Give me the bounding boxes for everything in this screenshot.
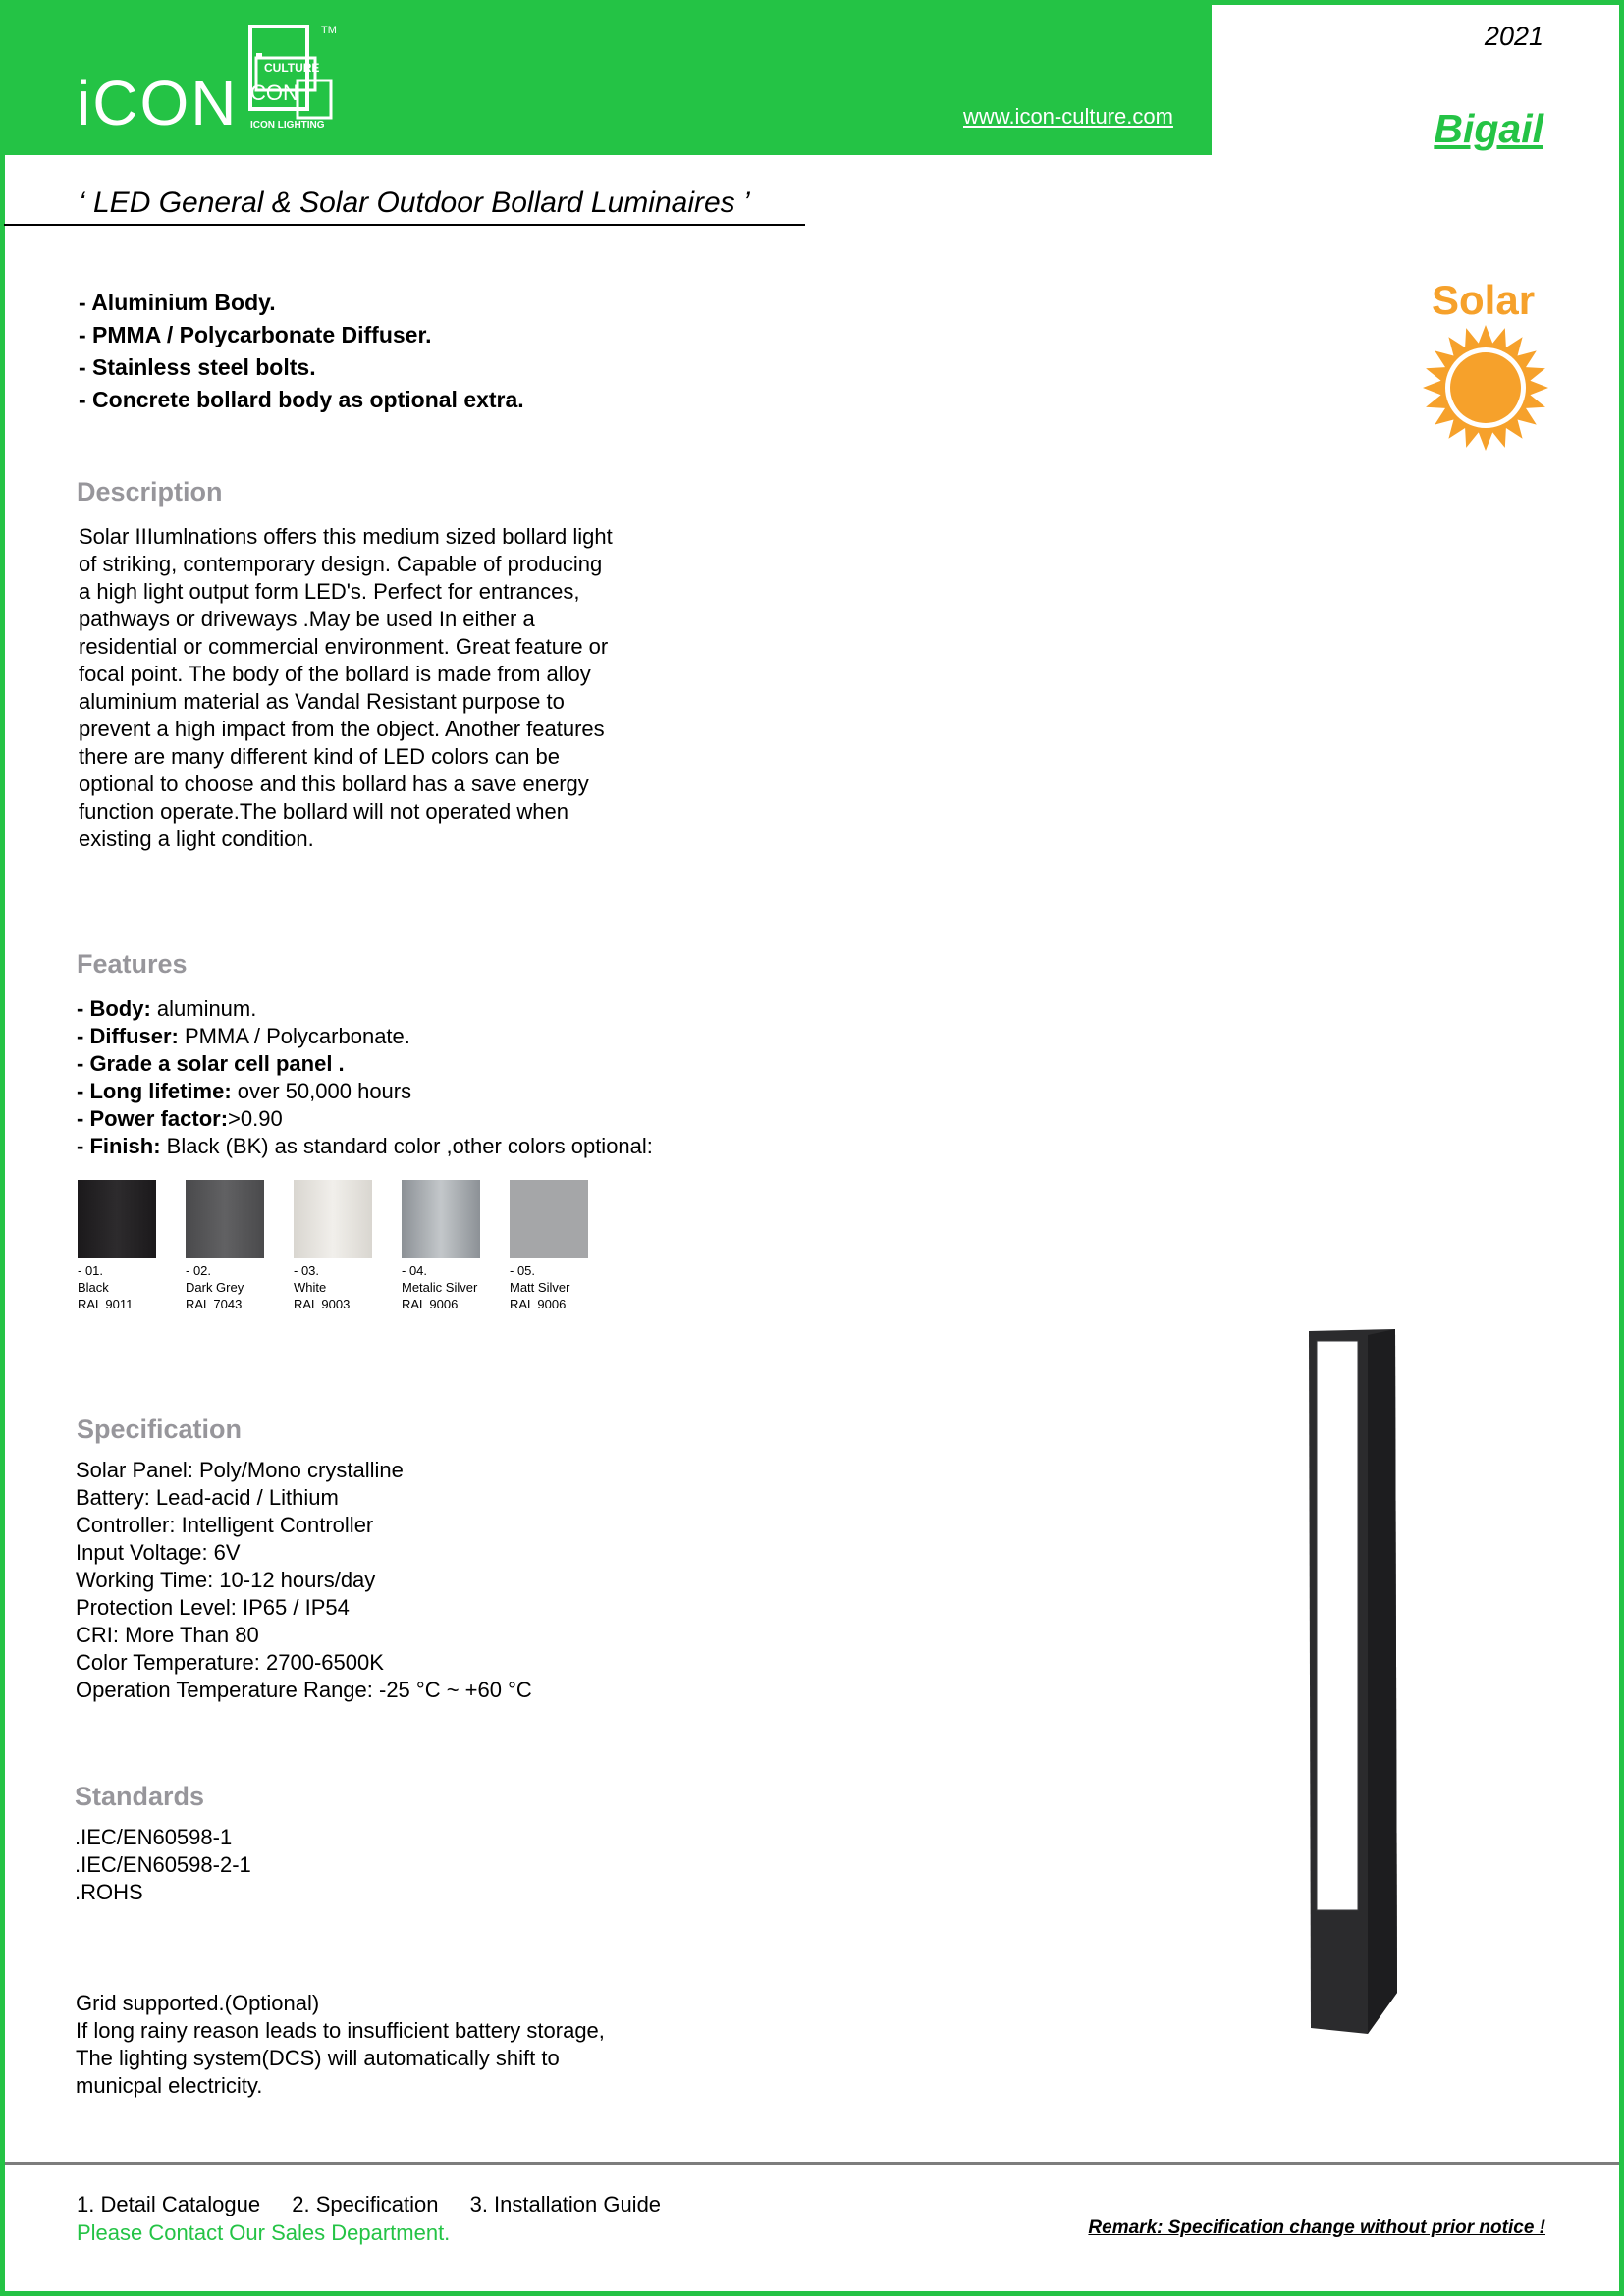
- features-list: [77, 995, 653, 1160]
- finish-code: - 02.: [186, 1263, 212, 1278]
- feature-label: - Grade a solar cell panel .: [77, 1051, 345, 1076]
- key-point: - Concrete bollard body as optional extra.: [79, 387, 524, 412]
- description-line: function operate.The bollard will not operated when: [79, 799, 568, 824]
- description-line: of striking, contemporary design. Capable of producing: [79, 552, 603, 576]
- feature-value: >0.90: [228, 1106, 283, 1131]
- finish-code: - 04.: [402, 1263, 428, 1278]
- feature-item: [77, 1078, 653, 1105]
- feature-value: over 50,000 hours: [231, 1079, 412, 1103]
- finish-name: Black: [78, 1280, 109, 1295]
- icon-culture-logo: [248, 22, 347, 134]
- key-points-list: [79, 287, 524, 416]
- note-line: municpal electricity.: [76, 2073, 263, 2098]
- grid-support-note: [76, 1990, 605, 2100]
- feature-label: - Long lifetime:: [77, 1079, 232, 1103]
- key-point: - Aluminium Body.: [79, 290, 276, 315]
- standard-item: .IEC/EN60598-2-1: [75, 1852, 251, 1877]
- finish-name: White: [294, 1280, 327, 1295]
- feature-value: PMMA / Polycarbonate.: [178, 1024, 410, 1048]
- description-line: prevent a high impact from the object. Another features: [79, 717, 605, 741]
- header-banner: [0, 0, 1212, 155]
- spec-line: Operation Temperature Range: -25 °C ~ +60 °C: [76, 1678, 532, 1702]
- feature-item: [77, 1050, 653, 1078]
- spec-line: Input Voltage: 6V: [76, 1540, 241, 1565]
- remark-note: Remark: Specification change without prior notice !: [1088, 2217, 1545, 2238]
- link-specification[interactable]: 2. Specification: [292, 2192, 439, 2216]
- trademark-mark: TM: [321, 25, 337, 36]
- spec-line: Color Temperature: 2700-6500K: [76, 1650, 384, 1675]
- logo-text-mid: CON: [250, 80, 298, 105]
- finish-ral: RAL 9006: [510, 1297, 567, 1311]
- specification-heading: Specification: [77, 1415, 243, 1444]
- description-line: pathways or driveways .May be used In either a: [79, 607, 535, 631]
- key-point: - PMMA / Polycarbonate Diffuser.: [79, 322, 432, 347]
- catalogue-year: 2021: [1484, 22, 1543, 51]
- feature-label: - Body:: [77, 996, 151, 1021]
- description-heading: Description: [77, 477, 223, 507]
- features-heading: Features: [77, 949, 188, 979]
- finish-ral: RAL 7043: [186, 1297, 243, 1311]
- solar-badge-label: Solar: [1432, 277, 1536, 323]
- brand-wordmark: iCON: [77, 68, 239, 138]
- finish-caption: [294, 1262, 402, 1312]
- finish-swatch-dark-grey: [186, 1180, 264, 1258]
- note-line: If long rainy reason leads to insufficient battery storage,: [76, 2018, 605, 2043]
- feature-value: aluminum.: [150, 996, 257, 1021]
- finish-swatch-metalic-silver: [402, 1180, 480, 1258]
- contact-note: Please Contact Our Sales Department.: [77, 2220, 451, 2245]
- finish-caption: [186, 1262, 294, 1312]
- finish-ral: RAL 9006: [402, 1297, 459, 1311]
- finish-code: - 01.: [78, 1263, 104, 1278]
- feature-value: Black (BK) as standard color ,other colors optional:: [160, 1134, 653, 1158]
- finish-caption: [510, 1262, 618, 1312]
- standard-item: .ROHS: [75, 1880, 143, 1904]
- finish-code: - 03.: [294, 1263, 320, 1278]
- finish-caption: [402, 1262, 510, 1312]
- feature-item: [77, 1105, 653, 1133]
- finish-swatch-black: [78, 1180, 156, 1258]
- specification-list: [76, 1457, 532, 1704]
- finish-ral: RAL 9011: [78, 1297, 134, 1311]
- description-line: a high light output form LED's. Perfect for entrances,: [79, 579, 580, 604]
- product-name: Bigail: [1434, 106, 1543, 151]
- finish-swatch-matt-silver: [510, 1180, 588, 1258]
- note-line: Grid supported.(Optional): [76, 1991, 320, 2015]
- logo-subtitle: ICON LIGHTING: [250, 120, 325, 131]
- document-links: [77, 2192, 686, 2217]
- standards-heading: Standards: [75, 1782, 205, 1811]
- spec-line: Protection Level: IP65 / IP54: [76, 1595, 350, 1620]
- finish-name: Dark Grey: [186, 1280, 244, 1295]
- website-link[interactable]: www.icon-culture.com: [963, 104, 1173, 129]
- feature-item: [77, 995, 653, 1023]
- spec-line: Solar Panel: Poly/Mono crystalline: [76, 1458, 404, 1482]
- description-line: aluminium material as Vandal Resistant purpose to: [79, 689, 565, 714]
- spec-line: Working Time: 10-12 hours/day: [76, 1568, 376, 1592]
- sun-icon: [1422, 324, 1549, 452]
- feature-item: [77, 1023, 653, 1050]
- spec-line: CRI: More Than 80: [76, 1623, 259, 1647]
- link-detail-catalogue[interactable]: 1. Detail Catalogue: [77, 2192, 261, 2216]
- description-line: focal point. The body of the bollard is made from alloy: [79, 662, 591, 686]
- description-line: optional to choose and this bollard has a save energy: [79, 772, 589, 796]
- standards-list: [75, 1824, 251, 1906]
- key-point: - Stainless steel bolts.: [79, 354, 316, 380]
- finish-swatch-white: [294, 1180, 372, 1258]
- finish-name: Matt Silver: [510, 1280, 570, 1295]
- note-line: The lighting system(DCS) will automatically shift to: [76, 2046, 560, 2070]
- feature-label: - Power factor:: [77, 1106, 229, 1131]
- description-line: existing a light condition.: [79, 827, 314, 851]
- finish-code: - 05.: [510, 1263, 536, 1278]
- finish-ral: RAL 9003: [294, 1297, 351, 1311]
- feature-item: [77, 1133, 653, 1160]
- document-title: ‘ LED General & Solar Outdoor Bollard Luminaires ’: [79, 187, 750, 219]
- footer-divider: [5, 2162, 1619, 2165]
- description-line: there are many different kind of LED colors can be: [79, 744, 560, 769]
- description-text: [79, 523, 648, 853]
- standard-item: .IEC/EN60598-1: [75, 1825, 233, 1849]
- description-line: Solar IIIumlnations offers this medium sized bollard light: [79, 524, 613, 549]
- feature-label: - Diffuser:: [77, 1024, 179, 1048]
- spec-line: Battery: Lead-acid / Lithium: [76, 1485, 339, 1510]
- finish-caption: [78, 1262, 186, 1312]
- bollard-product-image: [1301, 1325, 1405, 2036]
- description-line: residential or commercial environment. Great feature or: [79, 634, 609, 659]
- finish-name: Metalic Silver: [402, 1280, 478, 1295]
- link-installation-guide[interactable]: 3. Installation Guide: [469, 2192, 662, 2216]
- spec-line: Controller: Intelligent Controller: [76, 1513, 374, 1537]
- logo-text-top: CULTURE: [264, 61, 320, 75]
- feature-label: - Finish:: [77, 1134, 161, 1158]
